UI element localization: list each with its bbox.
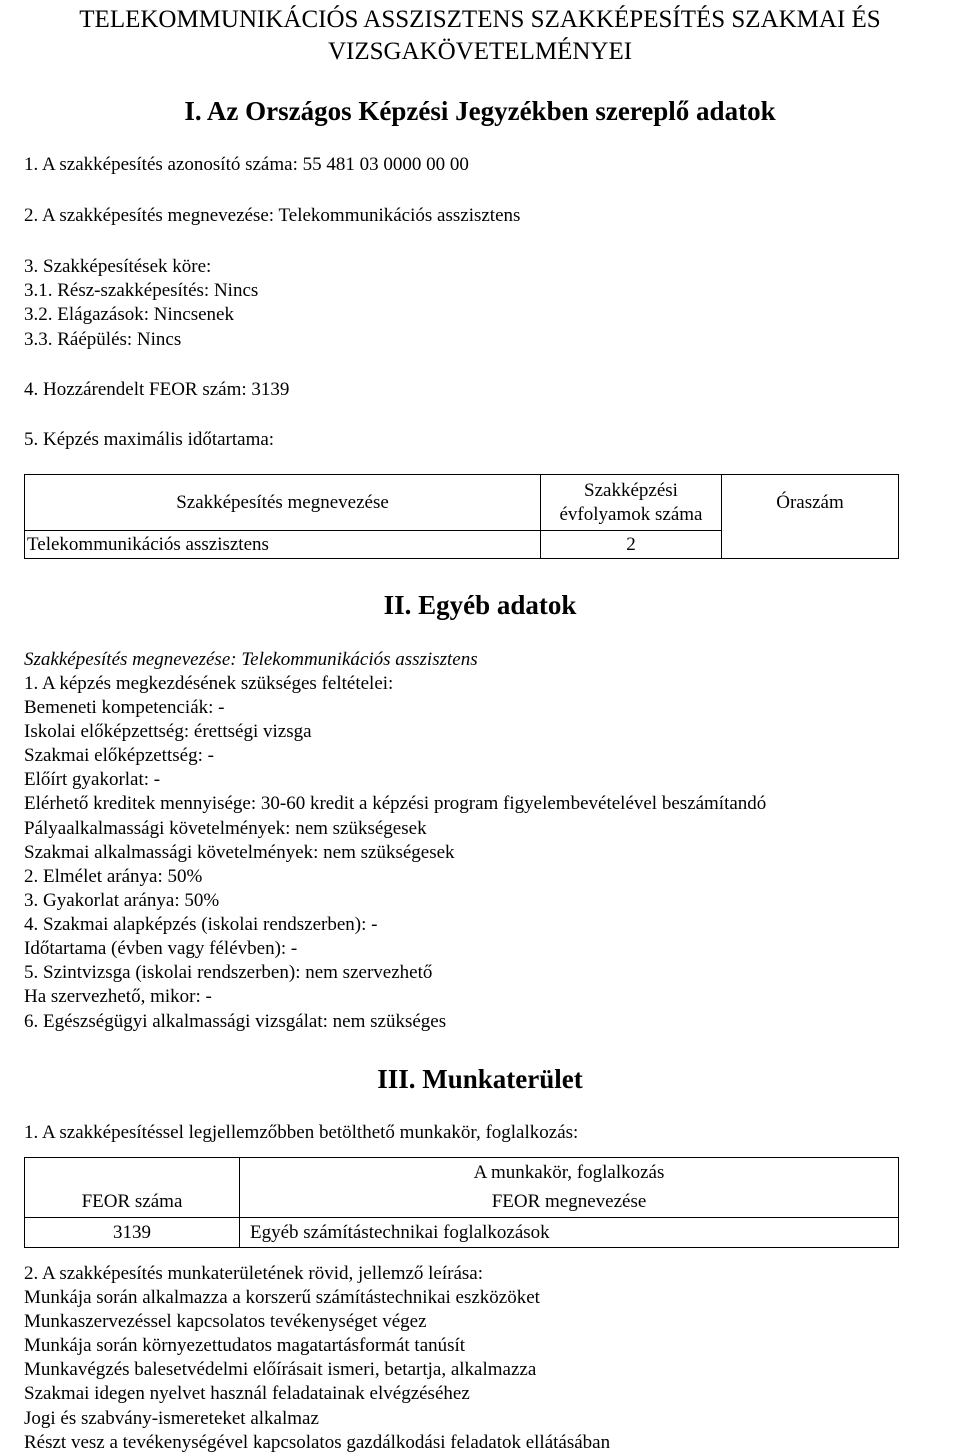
workarea-item-4: Munkavégzés balesetvédelmi előírásait ismeri, betartja, alkalmazza (24, 1359, 537, 1380)
theory-ratio: 2. Elmélet aránya: 50% (24, 866, 203, 887)
occupation-table (24, 1157, 899, 1248)
req-professional: Szakmai előképzettség: - (24, 745, 214, 766)
workarea-item-6: Jogi és szabvány-ismereteket alkalmaz (24, 1408, 319, 1429)
req-school: Iskolai előképzettség: érettségi vizsga (24, 721, 312, 742)
section2-heading: II. Egyéb adatok (383, 590, 577, 620)
row-name-cell: Telekommunikációs asszisztens (25, 531, 541, 559)
item-duration: 5. Képzés maximális időtartama: (24, 429, 275, 450)
workarea-item-5: Szakmai idegen nyelvet használ feladatainak elvégzéséhez (24, 1383, 470, 1404)
workarea-item-3: Munkája során környezettudatos magatartásformát tanúsít (24, 1335, 466, 1356)
section3-heading: III. Munkaterület (377, 1064, 583, 1094)
col-header-feor-name: FEOR megnevezése (240, 1188, 899, 1218)
document-title (0, 4, 960, 68)
req-practice: Előírt gyakorlat: - (24, 769, 161, 790)
req-credits: Elérhető kreditek mennyisége: 30-60 kredit a képzési program figyelembevételével beszámítandó (24, 793, 767, 814)
col-header-years-line2: évfolyamok száma (559, 503, 703, 525)
item-id-number: 1. A szakképesítés azonosító száma: 55 481 03 0000 00 00 (24, 154, 469, 175)
req-career-aptitude: Pályaalkalmassági követelmények: nem szükségesek (24, 818, 427, 839)
basic-training-duration: Időtartama (évben vagy félévben): - (24, 938, 298, 959)
req-professional-aptitude: Szakmai alkalmassági követelmények: nem szükségesek (24, 842, 455, 863)
workarea-title: 2. A szakképesítés munkaterületének rövid, jellemző leírása: (24, 1263, 484, 1284)
item-feor: 4. Hozzárendelt FEOR szám: 3139 (24, 379, 290, 400)
item-name: 2. A szakképesítés megnevezése: Telekommunikációs asszisztens (24, 205, 521, 226)
req-input-competence: Bemeneti kompetenciák: - (24, 697, 225, 718)
row-feor-name: Egyéb számítástechnikai foglalkozások (240, 1218, 899, 1248)
item-addon: 3.3. Ráépülés: Nincs (24, 329, 182, 350)
document-title-line1: TELEKOMMUNIKÁCIÓS ASSZISZTENS SZAKKÉPESÍTÉS SZAKMAI ÉS (79, 6, 881, 33)
practice-ratio: 3. Gyakorlat aránya: 50% (24, 890, 220, 911)
item-branches: 3.2. Elágazások: Nincsenek (24, 304, 234, 325)
item-scope: 3. Szakképesítések köre: (24, 256, 212, 277)
health-exam: 6. Egészségügyi alkalmassági vizsgálat: nem szükséges (24, 1011, 447, 1032)
col-header-years (541, 475, 722, 531)
row-years-cell: 2 (541, 531, 722, 559)
document-title-line2: VIZSGAKÖVETELMÉNYEI (327, 38, 633, 65)
section2-subtitle: Szakképesítés megnevezése: Telekommunikációs asszisztens (24, 649, 478, 670)
workarea-item-1: Munkája során alkalmazza a korszerű számítástechnikai eszközöket (24, 1287, 540, 1308)
col-header-name: Szakképesítés megnevezése (25, 475, 541, 531)
basic-training: 4. Szakmai alapképzés (iskolai rendszerben): - (24, 914, 378, 935)
col-header-feor-code: FEOR száma (25, 1188, 240, 1218)
workarea-item-7: Részt vesz a tevékenységével kapcsolatos gazdálkodási feladatok ellátásában (24, 1432, 611, 1453)
duration-table (24, 474, 899, 559)
section3-intro: 1. A szakképesítéssel legjellemzőbben betölthető munkakör, foglalkozás: (24, 1122, 579, 1143)
req-title: 1. A képzés megkezdésének szükséges feltételei: (24, 673, 394, 694)
workarea-item-2: Munkaszervezéssel kapcsolatos tevékenységet végez (24, 1311, 427, 1332)
col-header-years-line1: Szakképzési (584, 479, 678, 501)
col-header-hours: Óraszám (722, 475, 899, 559)
section1-heading: I. Az Országos Képzési Jegyzékben szereplő adatok (184, 96, 776, 126)
row-feor-code: 3139 (25, 1218, 240, 1248)
level-exam: 5. Szintvizsga (iskolai rendszerben): nem szervezhető (24, 962, 433, 983)
item-partial: 3.1. Rész-szakképesítés: Nincs (24, 280, 259, 301)
occupation-top-header: A munkakör, foglalkozás (240, 1158, 899, 1188)
level-exam-when: Ha szervezhető, mikor: - (24, 986, 212, 1007)
